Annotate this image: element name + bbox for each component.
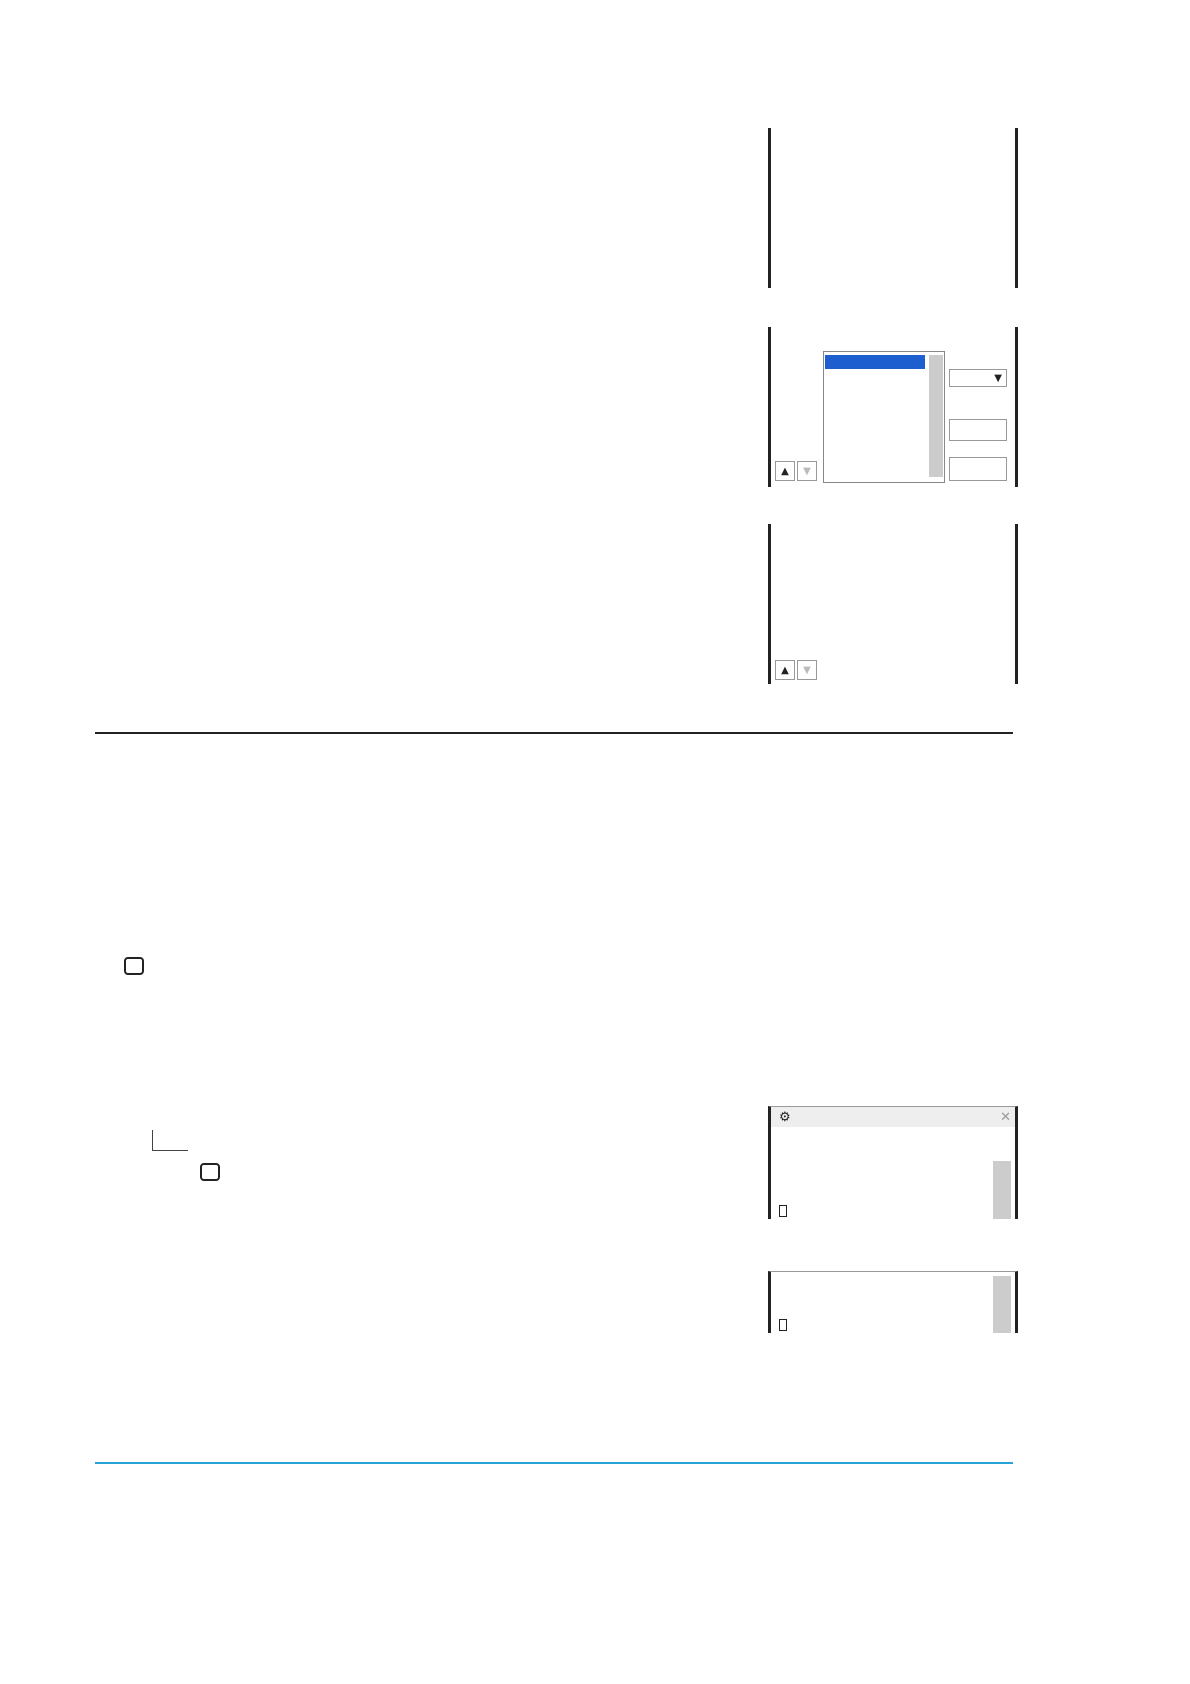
exe-keycap xyxy=(124,957,144,975)
callout-line-vertical xyxy=(152,1130,153,1150)
chevron-down-icon: ▼ xyxy=(994,372,1002,384)
result-scrollbar[interactable] xyxy=(993,1276,1011,1333)
input-button[interactable] xyxy=(949,419,1007,441)
calc-line1 xyxy=(118,953,147,977)
num-scroll-down-icon[interactable]: ▼ xyxy=(797,660,817,680)
result-screen xyxy=(768,1271,1018,1333)
catalog-exe-button[interactable] xyxy=(949,457,1007,481)
result-cursor xyxy=(779,1319,787,1331)
form-select[interactable] xyxy=(949,369,1007,387)
menu-bar xyxy=(771,1107,1015,1127)
close-icon[interactable]: ✕ xyxy=(1000,1109,1011,1124)
cursor xyxy=(779,1205,787,1217)
catalog-keyboard-panel xyxy=(768,327,1018,487)
note-line2 xyxy=(194,1163,223,1181)
footer-rule xyxy=(95,1462,1013,1464)
catalog-list[interactable] xyxy=(823,351,945,483)
clear-keycap-note xyxy=(200,1163,220,1181)
number-keyboard-panel xyxy=(768,524,1018,684)
main-app-screen xyxy=(768,1106,1018,1219)
callout-line-horizontal xyxy=(152,1150,188,1151)
catalog-scrollbar[interactable] xyxy=(929,355,943,477)
section-divider xyxy=(95,732,1013,734)
scroll-up-icon[interactable]: ▲ xyxy=(775,461,795,481)
example-line xyxy=(118,1031,126,1055)
num-scroll-up-icon[interactable]: ▲ xyxy=(775,660,795,680)
catalog-list-selection xyxy=(825,355,925,369)
main-scrollbar[interactable] xyxy=(993,1161,1011,1219)
abc-keyboard-panel xyxy=(768,128,1018,288)
gear-icon[interactable]: ⚙ xyxy=(779,1109,791,1124)
scroll-down-icon[interactable]: ▼ xyxy=(797,461,817,481)
